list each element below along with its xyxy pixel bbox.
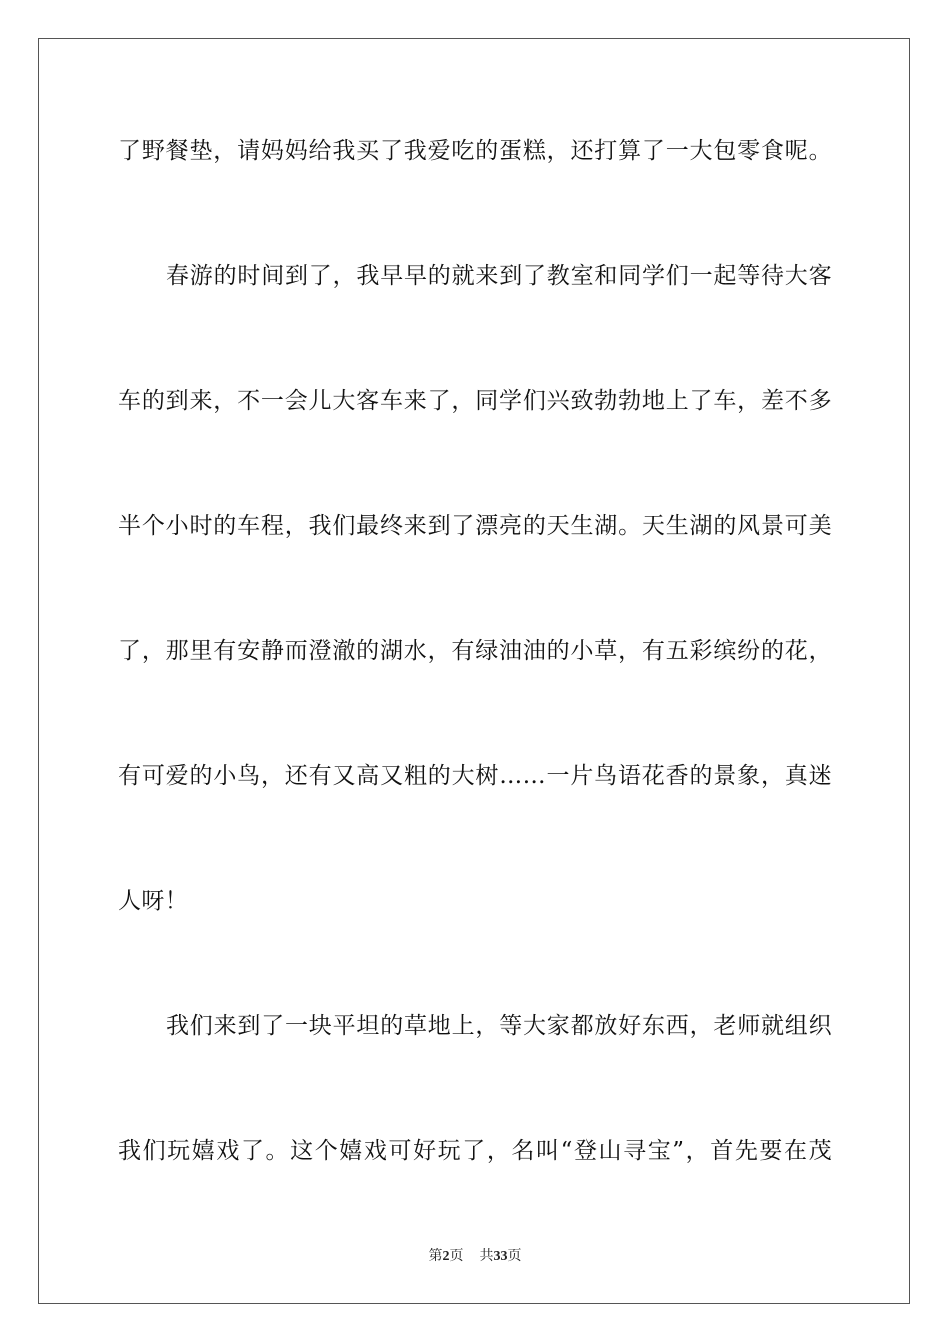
- text-line: 人呀！: [118, 888, 189, 914]
- page-prefix: 第: [428, 1248, 443, 1264]
- total-pages: 33: [493, 1249, 508, 1264]
- paragraph-first-line: 我们来到了一块平坦的草地上，等大家都放好东西，老师就组织: [166, 1013, 832, 1039]
- page-number: 2: [442, 1249, 450, 1264]
- text-line: 了野餐垫，请妈妈给我买了我爱吃的蛋糕，还打算了一大包零食呢。: [118, 138, 832, 164]
- paragraph-first-line: 春游的时间到了，我早早的就来到了教室和同学们一起等待大客: [166, 263, 832, 289]
- text-line: 车的到来，不一会儿大客车来了，同学们兴致勃勃地上了车，差不多: [118, 388, 832, 414]
- page-suffix: 页: [449, 1248, 464, 1264]
- total-prefix: 共: [479, 1248, 494, 1264]
- page-border: [38, 38, 910, 1304]
- text-line: 了，那里有安静而澄澈的湖水，有绿油油的小草，有五彩缤纷的花，: [118, 638, 832, 664]
- page-footer: [0, 1247, 950, 1266]
- text-line: 我们玩嬉戏了。这个嬉戏可好玩了，名叫“登山寻宝”，首先要在茂: [118, 1138, 832, 1164]
- text-line: 半个小时的车程，我们最终来到了漂亮的天生湖。天生湖的风景可美: [118, 513, 832, 539]
- total-suffix: 页: [507, 1248, 522, 1264]
- text-line: 有可爱的小鸟，还有又高又粗的大树……一片鸟语花香的景象，真迷: [118, 763, 832, 789]
